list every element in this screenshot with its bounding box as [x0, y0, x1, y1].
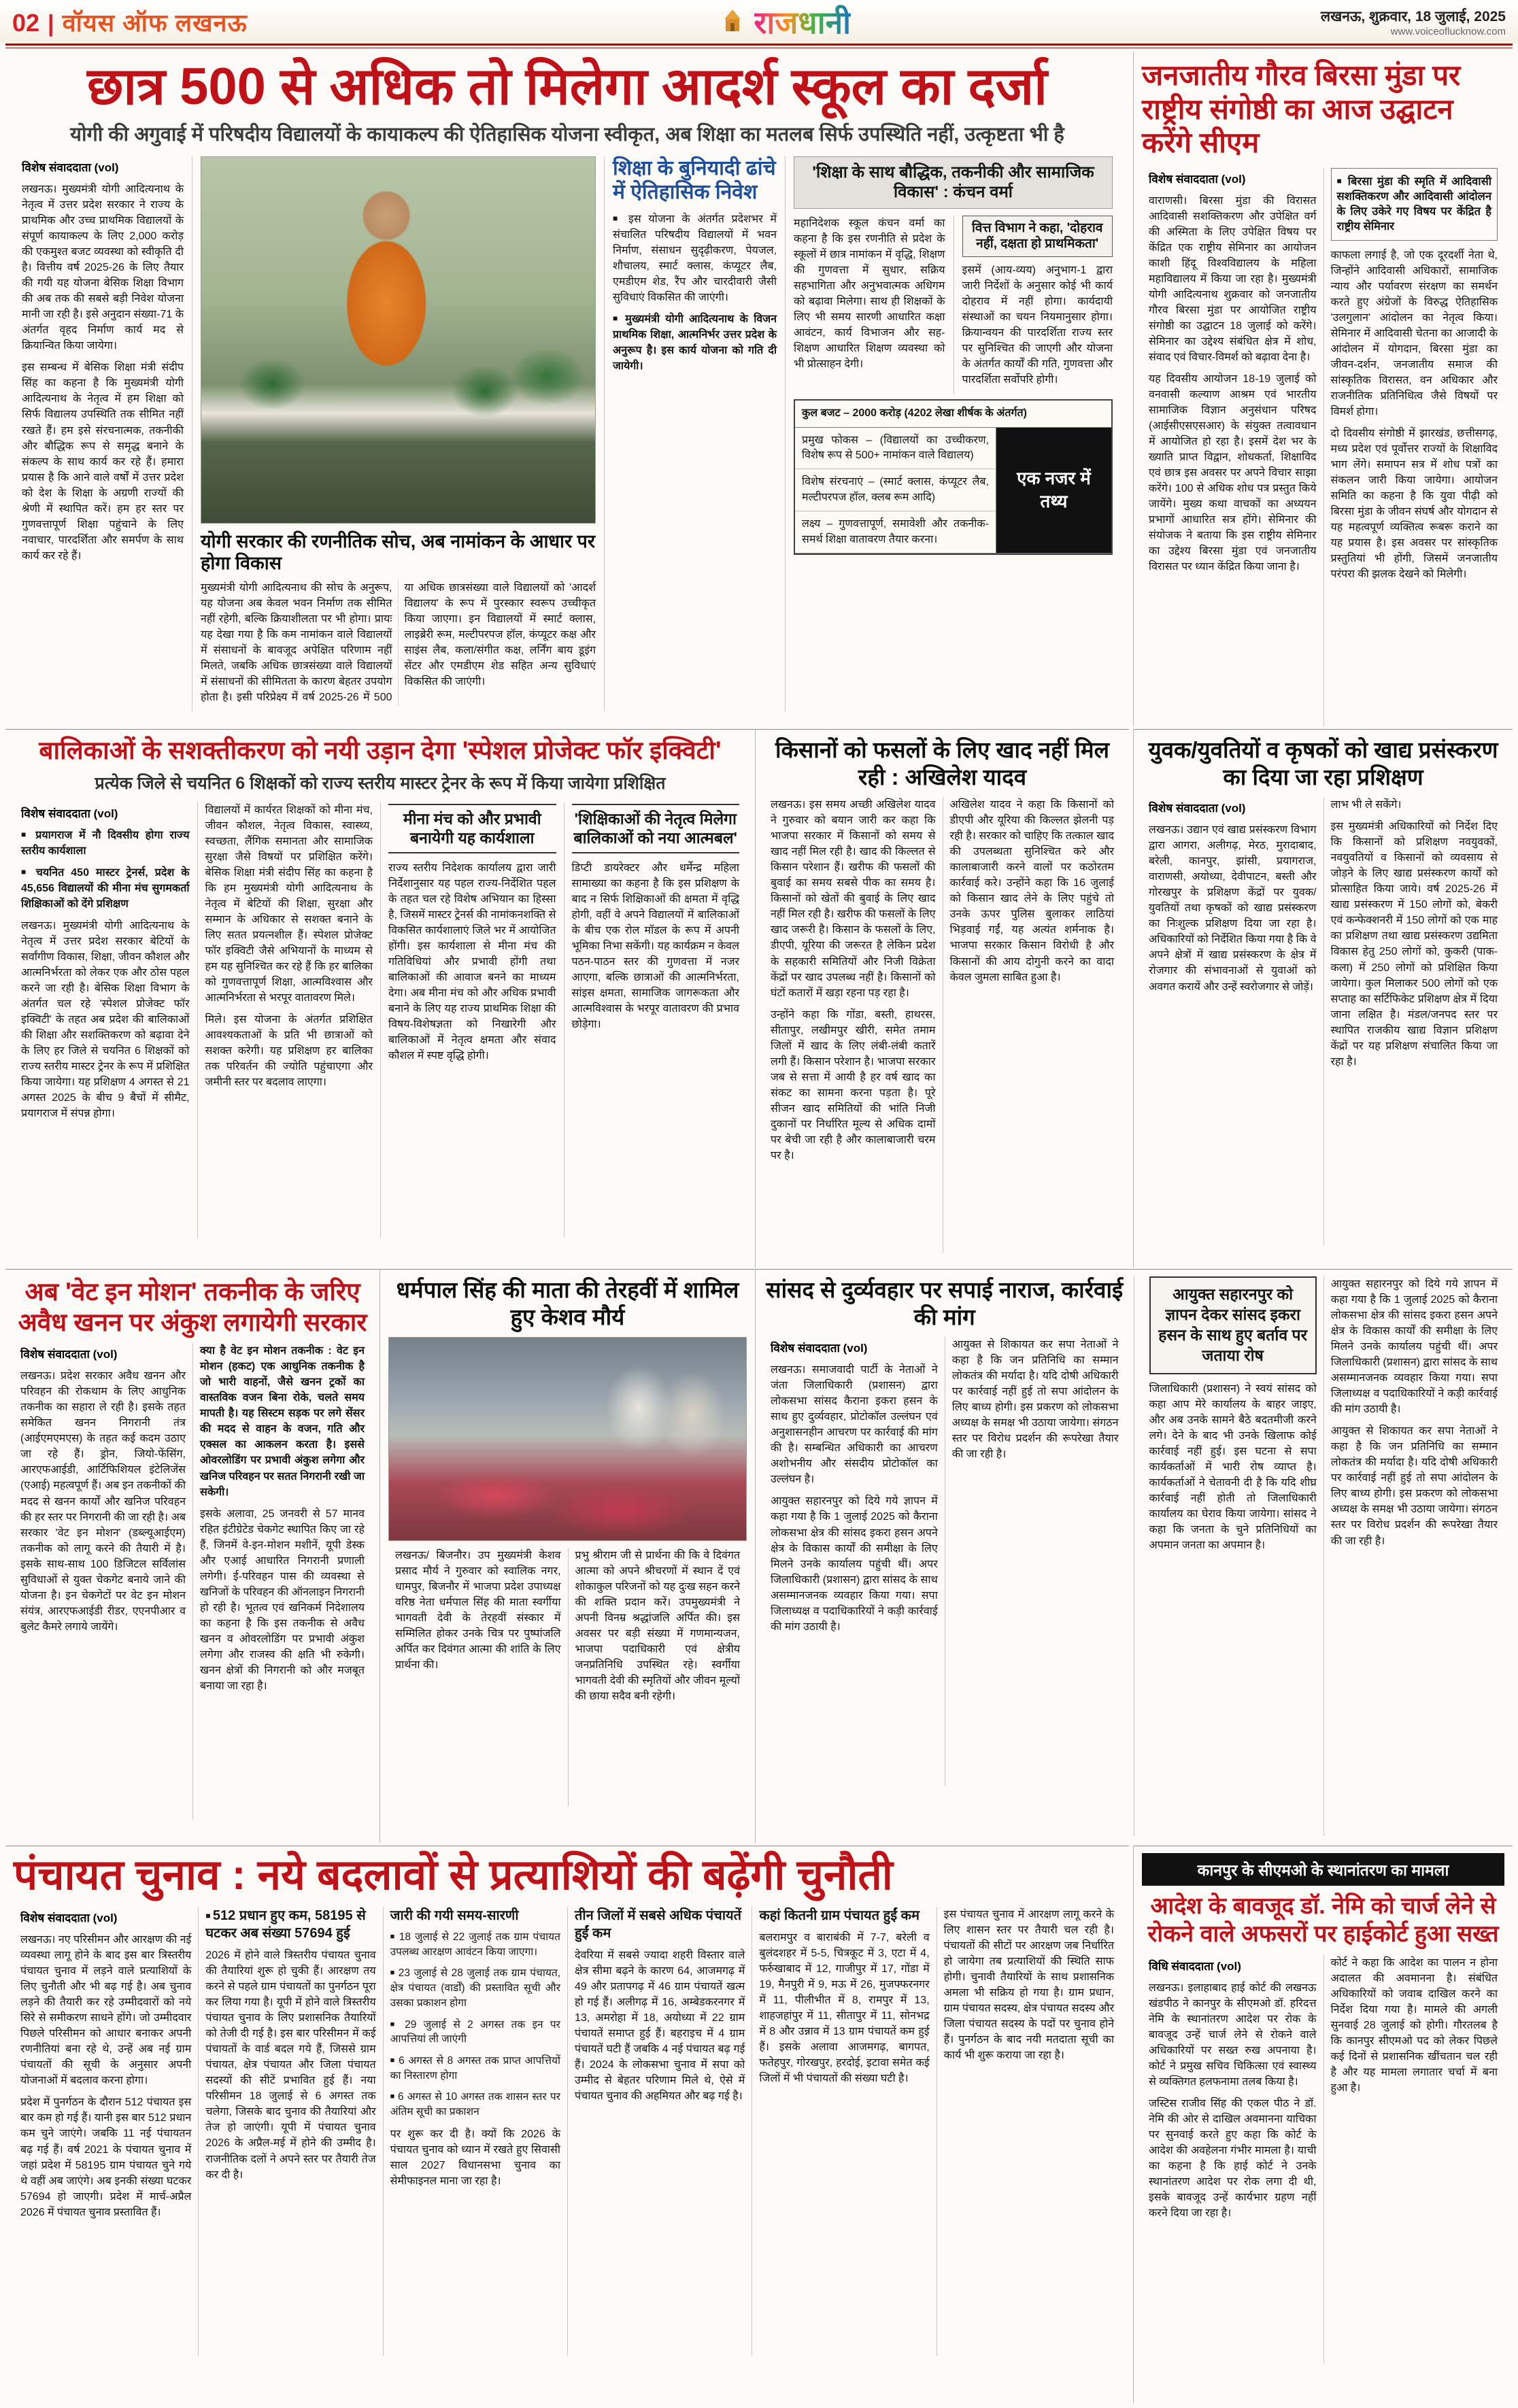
fertilizer-headline: किसानों को फसलों के लिए खाद नहीं मिल रही : अखिलेश यादव [775, 737, 1109, 790]
panchayat-col-6 [937, 1907, 1121, 2356]
panchayat-columns [14, 1907, 1121, 2356]
article-food-processing [1133, 729, 1513, 1268]
court-headline: आदेश के बावजूद डॉ. नेमि को चार्ज लेने से रोकने वाले अफसरों पर हाईकोर्ट हुआ सख्त [1147, 1893, 1499, 1947]
body-paragraph: राज्य स्तरीय निदेशक कार्यालय द्वारा जारी निर्देशानुसार यह पहल राज्य-निर्देशित पहल के तहत चल रहे विशेष अभियान का हिस्सा है, जिसमें मास्टर ट्रेनर्स की नामांकनशक्ति से विकसित कार्यशालाएं जिले भर में आयोजित होंगी। इस कार्यशाला से मीना मंच की गतिविधियां और प्रभावी होंगी तथा बालिकाओं की आवाज बनने का माध्यम देगा। अब मीना मंच को और अधिक प्रभावी बनाने के लिए यह राज्य प्राथमिक शिक्षा की विषय-विशेषज्ञता को निखारेगी और बालिकाओं में नेतृत्व क्षमता और संवाद कौशल में स्पष्ट वृद्धि होगी। [388, 862, 556, 1062]
byline: विशेष संवाददाता (vol) [22, 161, 119, 175]
mp-right-half [1134, 1276, 1505, 1836]
body-paragraph: इस सम्बन्ध में बेसिक शिक्षा मंत्री संदीप सिंह का कहना है कि मुख्यमंत्री योगी आदित्यनाथ के नेतृत्व में हम शिक्षा को सिर्फ विद्यालय उपस्थिति तक सीमित नहीं रखते हैं। हम इसे संरचनात्मक, तकनीकी और बौद्धिक रूप से समृद्ध बनाने के संकल्प के साथ कार्य कर रहे हैं। हमारा प्रयास है कि आने वाले वर्षों में उत्तर प्रदेश को देश के शिक्षा के अग्रणी राज्यों की श्रेणी में स्थापित करें। हम हर स्तर पर गुणवत्तापूर्ण शिक्षा पहुंचाने के लिए नवाचार, पारदर्शिता और समर्पण के साथ कार्य कर रहे हैं। [22, 362, 184, 562]
body-paragraph: इसमें (आय-व्यय) अनुभाग-1 द्वारा जारी निर्देशों के अनुसार कोई भी कार्य दोहराव में नहीं होगा। कार्यदायी संस्थाओं का चयन नियमानुसार होगा। क्रियान्वयन की पारदर्शिता राज्य स्तर पर सुनिश्चित की जाएगी और योजना के अंतर्गत कार्यों की गति, गुणवत्ता और पारदर्शिता सर्वोपरि होगी। [962, 265, 1113, 386]
body-paragraph: लखनऊ/ बिजनौर। उप मुख्यमंत्री केशव प्रसाद मौर्य ने गुरुवार को स्वालिक नगर, धामपुर, बिजनौर में भाजपा प्रदेश उपाध्यक्ष वरिष्ठ नेता धर्मपाल सिंह की माता स्वर्गीया भागवती देवी के तेरहवीं संस्कार में सम्मिलित होकर उनके चित्र पर पुष्पांजलि अर्पित कर दिवंगत आत्मा की शांति के लिए प्रार्थना की। [395, 1550, 561, 1672]
section-heading-meena: मीना मंच को और प्रभावी बनायेगी यह कार्यशाला [388, 804, 556, 854]
kanchan-column [794, 216, 954, 394]
website-link[interactable]: www.voiceoflucknow.com [1390, 25, 1506, 37]
body-paragraph: पर शुरू कर दी है। क्यों कि 2026 के पंचायत चुनाव को ध्यान में रखते हुए सिवासी साल 2027 विधानसभा चुनाव का सेमीफाइनल माना जा रहा है। [390, 2128, 560, 2187]
header-rule [5, 44, 1513, 48]
body-paragraph: लखनऊ। इलाहाबाद हाई कोर्ट की लखनऊ खंडपीठ ने कानपुर के सीएमओ डॉ. हरिदत्त नेमि के स्थानांतरण आदेश पर रोक के बावजूद उन्हें चार्ज लेने से रोकने वाले अधिकारियों पर सख्त रुख अपनाया है। कोर्ट ने प्रमुख सचिव चिकित्सा एवं स्वास्थ्य से व्यक्तिगत हलफनामा तलब किया है। [1149, 1982, 1317, 2088]
terahvi-col-2 [568, 1548, 747, 1806]
sub-heading-512: ■ 512 प्रधान हुए कम, 58195 से घटकर अब संख्या 57694 हुई [205, 1907, 375, 1942]
court-col-2 [1323, 1955, 1505, 2363]
body-paragraph: उन्होंने कहा कि गोंडा, बस्ती, हाथरस, सीतापुर, लखीमपुर खीरी, समेत तमाम जिलों में खाद के लिए लंबी-लंबी कतारें लगी हैं। किसान परेशान है। भाजपा सरकार जब से सत्ता में आयी है हर वर्ष खाद का संकट का सामना करना पड़ता है। पूरे सीजन खाद समितियों की भांति निजी दुकानों पर निर्धारित मूल्य से अधिक दामों पर बेची जा रही है और कालाबाजारी चरम पर है। [771, 1008, 936, 1161]
article-birsa-munda [1133, 52, 1513, 726]
terahvi-col-1 [388, 1548, 568, 1806]
body-paragraph: लखनऊ। नए परिसीमन और आरक्षण की नई व्यवस्था लागू होने के बाद इस बार त्रिस्तरीय पंचायत चुनाव में लड़ने वाले प्रत्याशियों के लिए चुनौती और भी बढ़ गई है। अब चुनाव लड़ने की तैयारी कर रहे उम्मीदवारों को नये सिरे से समीकरण साधने होंगे। जो उम्मीदवार पिछले परिसीमन को आधार बनाकर अपनी रणनीतियां बना रहे थे, उन्हें अब नई ग्राम पंचायतों की सूची के अनुसार अपनी योजनाओं में बदलाव करना होगा। [20, 1934, 192, 2087]
byline: विशेष संवाददाता (vol) [1149, 172, 1246, 186]
mining-col-2 [192, 1343, 371, 1819]
body-paragraph: लखनऊ। इस समय अच्छी अखिलेश यादव ने गुरुवार को बयान जारी कर कहा कि भाजपा सरकार में किसानों को समय से खाद नहीं मिल रही है। खाद की किल्लत से किसान परेशान हैं। खरीफ की फसलों की बुवाई का समय सबसे पीक का समय है। किसानों को खेतों की बुवाई के लिए खाद नहीं मिल रही है। खरीफ की फसलों के लिए खाद जरूरी है। किसान के फसलों के लिए, डीएपी, यूरिया की जरूरत है लेकिन प्रदेश के सहकारी समितियों और निजी विक्रेता केंद्रों पर खाद उपलब्ध नहीं है। किसानों को घंटों कतारों में खड़ा रहना पड़ रहा है। [771, 799, 936, 999]
page-number: 02 [12, 8, 40, 37]
bullet-paragraph: ■ चयनित 450 मास्टर ट्रेनर्स, प्रदेश के 45,656 विद्यालयों की मीना मंच सुगमकर्ता शिक्षिकाओं को देंगे प्रशिक्षण [21, 865, 190, 912]
mp-col-3 [1143, 1276, 1323, 1836]
court-columns [1142, 1955, 1504, 2363]
explainer-paragraph: क्या है वेट इन मोशन तकनीक : वेट इन मोशन (हकट) एक आधुनिक तकनीक है जो भारी वाहनों, जैसे खनन ट्रकों का वास्तविक वजन बिना रोके, चलते समय मापती है। यह सिस्टम सड़क पर लगे सेंसर की मदद से वाहन के वजन, गति और एक्सल का आकलन करता है। इससे ओवरलोडिंग पर प्रभावी अंकुश लगेगा और खनिज परिवहन पर सतत निगरानी रखी जा सकेगी। [200, 1345, 365, 1498]
article-fertilizer [755, 729, 1129, 1268]
court-col-1 [1142, 1955, 1323, 2363]
body-paragraph: इसके अलावा, 25 जनवरी से 57 मानव रहित इंटीग्रेटेड चेकगेट स्थापित किए जा रहे हैं, जिनमें वे-इन-मोशन मशीनें, यूपी डेस्क और एआई आधारित निगरानी प्रणाली लगेगी। ई-परिवहन पास की व्यवस्था से खनिजों के परिवहन की ऑनलाइन निगरानी हो रही है। भूतत्व एवं खनिकर्म निदेशालय का कहना है कि इस तकनीक से अवैध खनन व ओवरलोडिंग पर प्रभावी अंकुश लगेगा और राजस्व की क्षति भी रुकेगी। खनन क्षेत्रों की निगरानी को और मजबूत बनाया जा रहा है। [200, 1508, 365, 1692]
bullet-paragraph: ■ इस योजना के अंतर्गत प्रदेशभर में संचालित परिषदीय विद्यालयों में भवन निर्माण, संसाधन सुदृढ़ीकरण, पेयजल, शौचालय, स्मार्ट क्लास, कंप्यूटर लैब, एमडीएम शेड, रैंप और चारदीवारी जैसी सुविधाएं विकसित की जाएंगी। [613, 211, 777, 305]
byline: विशेष संवाददाता (vol) [20, 1348, 118, 1361]
masthead-title: वॉयस ऑफ लखनऊ [62, 8, 248, 37]
infra-column [604, 156, 785, 711]
body-paragraph: इस मुख्यमंत्री अधिकारियों को निर्देश दिए कि किसानों को प्रशिक्षण नवयुवकों, नवयुवतियों व किसानों को व्यवसाय से जोड़ने के लिए खाद्य प्रसंस्करण कार्यों को प्रोत्साहित किया जाये। वर्ष 2025-26 में खाद्य प्रसंस्करण में 150 लोगों को, बेकरी एवं कन्फेक्शनरी में 150 लोगों को एक माह का प्रशिक्षण तथा खाद्य प्रसंस्करण उद्यमिता विकास हेतु 250 लोगों को, कुकरी (पाक-कला) में 250 लोगों को प्रशिक्षित किया जायेगा। कुल मिलाकर 500 लोगों को एक सप्ताह का सर्टिफिकेट प्रशिक्षण क्षेत्र में दिया जाना लक्षित है। मंडल/जनपद स्तर पर स्थापित राजकीय खाद्य विज्ञान प्रशिक्षण केंद्रों पर यह प्रशिक्षण संचालित किया जा रहा है। [1330, 821, 1498, 1068]
body-paragraph: प्रभु श्रीराम जी से प्रार्थना की कि वे दिवंगत आत्मा को अपने श्रीचरणों में स्थान दें एवं शोकाकुल परिजनों को यह दुःख सहन करने की शक्ति प्रदान करें। उपमुख्यमंत्री ने अपनी विनम्र श्रद्धांजलि अर्पित की। इस अवसर पर बड़ी संख्या में गणमान्यजन, भाजपा पदाधिकारी एवं क्षेत्रीय जनप्रतिनिधि उपस्थित रहे। स्वर्गीया भागवती देवी की स्मृतियों और जीवन मूल्यों की छाया सदैव बनी रहेगी। [575, 1550, 740, 1703]
section-heading-infra: शिक्षा के बुनियादी ढांचे में ऐतिहासिक निवेश [613, 157, 776, 204]
food-col-2 [1323, 797, 1505, 1246]
article-high-court [1133, 1846, 1513, 2403]
panchayat-col-1 [14, 1907, 198, 2356]
equity-col-1 [14, 802, 197, 1238]
fact-item: कुल बजट – 2000 करोड़ (4202 लेखा शीर्षक के अंतर्गत) [795, 401, 1111, 427]
mining-headline: अब 'वेट इन मोशन' तकनीक के जरिए अवैध खनन पर अंकुश लगायेगी सरकार [18, 1278, 367, 1337]
panchayat-col-2 [198, 1907, 382, 2356]
body-paragraph: प्रदेश में पुनर्गठन के दौरान 512 पंचायत इस बार कम हो गई हैं। यानी इस बार 512 प्रधान कम चुने जाएंगे। जबकि 11 नई पंचायतन बढ़ गई हैं। वर्ष 2021 के पंचायत चुनाव में जहां प्रदेश में 58195 ग्राम पंचायत चुने गये थे वहीं अब जाएंगे। अब इनकी संख्या घटकर 57694 हो जाएगी। प्रदेश में मार्च-अप्रैल 2026 में पंचायत चुनाव प्रस्तावित हैं। [20, 2097, 192, 2218]
panchayat-col-3 [383, 1907, 567, 2356]
photo-subheadline: योगी सरकार की रणनीतिक सोच, अब नामांकन के आधार पर होगा विकास [201, 531, 595, 574]
body-paragraph: लखनऊ। उद्यान एवं खाद्य प्रसंस्करण विभाग द्वारा आगरा, अलीगढ़, मेरठ, मुरादाबाद, बरेली, कानपुर, झांसी, प्रयागराज, वाराणसी, अयोध्या, देवीपाटन, बस्ती और गोरखपुर के प्रशिक्षण केंद्रों पर युवक/युवतियों तथा कृषकों को खाद्य प्रसंस्करण का निःशुल्क प्रशिक्षण दिया जा रहा है। अधिकारियों को निर्देशित किया गया है कि वे अपने क्षेत्रों में खाद्य प्रसंस्करण के क्षेत्र में रोजगार की संभावनाओं से युवाओं को अवगत करायें और उन्हें स्वरोजगार से जोड़ें। [1149, 824, 1317, 993]
body-paragraph: जस्टिस राजीव सिंह की एकल पीठ ने डॉ. नेमि की ओर से दाखिल अवमानना याचिका पर सुनवाई करते हुए कहा कि कोर्ट के आदेश की अवहेलना गंभीर मामला है। याची का कहना है कि हाई कोर्ट ने उनके स्थानांतरण आदेश पर रोक लगा दी थी, इसके बावजूद उन्हें कार्यभार ग्रहण नहीं करने दिया जा रहा है। [1149, 2097, 1317, 2220]
body-paragraph: यह दिवसीय आयोजन 18-19 जुलाई को वनवासी कल्याण आश्रम एवं भारतीय सामाजिक विज्ञान अनुसंधान परिषद (आईसीएसएसआर) के संयुक्त तत्वावधान में आयोजित हो रहा है। इसमें देश भर के ख्याति प्राप्त विद्वान, शोधकर्ता, शिक्षाविद एवं छात्र इस अवसर पर अपने विचार साझा करेंगे। 100 से अधिक शोध पत्र प्रस्तुत किये जायेंगे। मुख्य कथा वाचकों का अध्ययन प्रभागों आधारित सत्र होंगे। सेमिनार की संयोजक ने बताया कि इस राष्ट्रीय सेमिनार का उद्देश्य बिरसा मुंडा एवं जनजातीय विरासत पर ध्यान केंद्रित किया जाना है। [1149, 373, 1317, 573]
body-paragraph: कोर्ट ने कहा कि आदेश का पालन न होना अदालत की अवमानना है। संबंधित अधिकारियों को जवाब दाखिल करने का निर्देश दिया गया है। मामले की अगली सुनवाई 28 जुलाई को होगी। गौरतलब है कि कानपुर सीएमओ पद को लेकर पिछले कई दिनों से प्रशासनिक खींचतान चल रही है और यह मामला लगातार चर्चा में बना हुआ है। [1330, 1956, 1498, 2094]
body-paragraph: लाभ भी ले सकेंगे। [1330, 799, 1402, 811]
birsa-headline: जनजातीय गौरव बिरसा मुंडा पर राष्ट्रीय संगोष्ठी का आज उद्घाटन करेंगे सीएम [1142, 59, 1461, 159]
fact-box [794, 399, 1113, 555]
masthead-brand [12, 5, 248, 39]
temple-ornament-icon [718, 8, 747, 35]
body-paragraph: दो दिवसीय संगोष्ठी में झारखंड, छत्तीसगढ़, मध्य प्रदेश एवं पूर्वोत्तर राज्यों के शिक्षाविद भाग लेंगे। समापन सत्र में शोध पत्रों का संकलन जारी किया जायेगा। आयोजन समिति का कहना है कि युवा पीढ़ी को बिरसा मुंडा के जीवन संघर्ष और योगदान से यह महत्वपूर्ण व्यक्तित्व रूबरू कराने का यह प्रयास है। इस अवसर पर सांस्कृतिक प्रस्तुतियां भी होंगी, जिसमें जनजातीय परंपरा की झलक देखने को मिलेगी। [1330, 428, 1498, 581]
body-paragraph: 2026 में होने वाले त्रिस्तरीय पंचायत चुनाव की तैयारियां शुरू हो चुकी हैं। आरक्षण तय करने से पहले ग्राम पंचायतों का पुनर्गठन पूरा कर लिया गया है। यूपी में होने वाले त्रिस्तरीय पंचायत चुनाव के लिए प्रशासनिक तैयारियों को तेजी दी गई है। इस बार परिसीमन में कई पंचायतों के वार्ड बदल गये हैं, जिससे ग्राम पंचायत, क्षेत्र पंचायत और जिला पंचायत सदस्यों की सीटें प्रभावित हुई हैं। नया परिसीमन 18 जुलाई से 6 अगस्त तक चलेगा, जिसके बाद चुनाव की तैयारियां और तेज हो जाएंगी। यूपी में पंचायत चुनाव 2026 के अप्रैल-मई में होने की उम्मीद है। राजनीतिक दलों ने अपने स्तर पर तैयारी तेज कर दी है। [205, 1950, 376, 2181]
sub-heading-where-reduced: कहां कितनी ग्राम पंचायत हुईं कम [759, 1908, 920, 1924]
mining-columns [14, 1343, 371, 1819]
fertilizer-col-1 [764, 797, 943, 1253]
dateline: लखनऊ, शुक्रवार, 18 जुलाई, 2025 [1320, 8, 1506, 24]
byline: विशेष संवाददाता (vol) [1149, 802, 1246, 815]
terahvi-photo [388, 1337, 747, 1541]
main-right-wrap [785, 156, 1121, 711]
body-paragraph: मुख्यमंत्री योगी आदित्यनाथ की सोच के अनुरूप, यह योजना अब केवल भवन निर्माण तक सीमित नहीं रहेगी, बल्कि क्रियाशीलता पर भी होगा। प्रायः यह देखा गया है कि कम नामांकन वाले विद्यालयों में संसाधनों के बावजूद अपेक्षित परिणाम नहीं मिलते, जबकि अधिक छात्रसंख्या वाले विद्यालयों में संसाधनों की सीमितता के कारण बेहतर उपयोग होता है। इसी परिप्रेक्ष्य में वर्ष 2025-26 में 500 या अधिक छात्रसंख्या वाले विद्यालयों को 'आदर्श विद्यालय' के रूप में पुरस्कार स्वरूप उच्चीकृत किया जाएगा। इन विद्यालयों में स्मार्ट क्लास, लाइब्रेरी रूम, मल्टीपरपज हॉल, कंप्यूटर कक्ष और साइंस लैब, कला/संगीत कक्ष, लर्निंग बाय डूइंग सेंटर और एमडीएम शेड सहित अन्य सुविधाएं विकसित की जाएंगी। [201, 581, 596, 704]
right-two-columns [794, 216, 1113, 394]
schedule-item: ■ 23 जुलाई से 28 जुलाई तक ग्राम पंचायत, क्षेत्र पंचायत (वार्डों) की प्रस्तावित सूची और उसका प्रकाशन होगा [390, 1966, 560, 2010]
body-paragraph: इस पंचायत चुनाव में आरक्षण लागू करने के लिए शासन स्तर पर तैयारी चल रही है। पंचायतों की सीटों पर आरक्षण जब निर्धारित हो जायेगा तब प्रत्याशियों की स्थिति साफ होगी। चुनावी तैयारियों के साथ प्रशासनिक अमला भी सक्रिय हो गया है। ग्राम प्रधान, ग्राम पंचायत सदस्य, क्षेत्र पंचायत सदस्य और जिला पंचायत सदस्य के पदों पर चुनाव होने हैं। पुनर्गठन के बाद नयी मतदाता सूची का कार्य भी शुरू कराया जा रहा है। [943, 1909, 1114, 2062]
edition-logo-text: राजधानी [754, 1, 851, 43]
finance-box-heading: वित्त विभाग ने कहा, 'दोहराव नहीं, दक्षता हो प्राथमिकता' [962, 216, 1113, 258]
fact-list [795, 428, 996, 553]
birsa-columns [1142, 168, 1504, 726]
article-mp-misconduct [755, 1269, 1513, 1843]
mp-columns-left [764, 1337, 1126, 1786]
birsa-col-1 [1142, 168, 1323, 726]
dateline-block [1321, 7, 1506, 37]
mp-col-1 [764, 1337, 945, 1786]
mp-col-4 [1323, 1276, 1504, 1836]
mp-left-half [764, 1276, 1134, 1836]
article-equity [5, 729, 755, 1268]
article-panchayat [5, 1846, 1129, 2403]
quote-heading-kanchan: 'शिक्षा के साथ बौद्धिक, तकनीकी और सामाजिक विकास' : कंचन वर्मा [794, 156, 1113, 209]
equity-columns [14, 802, 747, 1238]
equity-col-2 [197, 802, 381, 1238]
birsa-col-2 [1323, 168, 1505, 726]
fact-item: विशेष संरचनाएं – (स्मार्ट क्लास, कंप्यूटर लैब, मल्टीपरपज हॉल, क्लब रूम आदि) [795, 469, 996, 511]
schedule-item: ■ 6 अगस्त से 10 अगस्त तक शासन स्तर पर अंतिम सूची का प्रकाशन [390, 2090, 560, 2119]
equity-col-3 [380, 802, 564, 1238]
main-headline: छात्र 500 से अधिक तो मिलेगा आदर्श स्कूल का दर्जा [87, 58, 1047, 116]
equity-subheadline: प्रत्येक जिले से चयनित 6 शिक्षकों को राज्य स्तरीय मास्टर ट्रेनर के रूप में किया जायेगा प्रशिक्षित [95, 773, 666, 793]
body-paragraph: वाराणसी। बिरसा मुंडा की विरासत आदिवासी सशक्तिकरण और उपेक्षित वर्ग की अस्मिता के लिए उपेक्षित विषय पर केंद्रित एक राष्ट्रीय सेमिनार का आयोजन काशी हिंदू विश्वविद्यालय के महिला महाविद्यालय में किया जा रहा है। मुख्यमंत्री योगी आदित्यनाथ शुक्रवार को जनजातीय गौरव बिरसा मुंडा पर आयोजित राष्ट्रीय संगोष्ठी का उद्घाटन 18 जुलाई को करेंगे। सेमिनार का उद्देश्य संबंधित क्षेत्र में शोध, संवाद एवं विचार-विमर्श को बढ़ावा देना है। [1149, 194, 1317, 363]
fact-item: लक्ष्य – गुणवत्तापूर्ण, समावेशी और तकनीक-समर्थ शिक्षा वातावरण तैयार करना। [802, 518, 989, 545]
equity-col-4 [564, 802, 747, 1238]
panchayat-col-5 [752, 1907, 936, 2356]
schedule-item: ■ 29 जुलाई से 2 अगस्त तक इन पर आपत्तियां ली जाएंगी [390, 2018, 560, 2047]
sub-heading-three-districts: तीन जिलों में सबसे अधिक पंचायतें हुईं कम [575, 1908, 742, 1941]
body-paragraph: लखनऊ। प्रदेश सरकार अवैध खनन और परिवहन की रोकथाम के लिए आधुनिक तकनीक का सहारा ले रही है। इसके तहत समेकित खनन निगरानी तंत्र (आईएमएमएस) के तहत कई कदम उठाए जा रहे हैं। ड्रोन, जियो-फेंसिंग, आरएफआईडी, आर्टिफिशियल इंटेलिजेंस (एआई) महत्वपूर्ण हैं। अब इन तकनीकों की मदद से खनन कार्यों और खनिज परिवहन की हर स्तर पर निगरानी की जा रही है। अब सरकार 'वेट इन मोशन' (डब्ल्यूआईएम) तकनीक को लागू करने की तैयारी में है। इसके साथ-साथ 100 डिजिटल सर्विलांस सुविधाओं से युक्त चेकगेट बनाये जाने की योजना है। इन चेकगेटों पर वेट इन मोशन संयंत्र, आरएफआईडी रीडर, एएनपीआर व बुलेट कैमरे लगाये जायेंगे। [20, 1370, 186, 1633]
highlight-box: ■ बिरसा मुंडा की स्मृति में आदिवासी सशक्तिकरण और आदिवासी आंदोलन के लिए उकेरे गए विषय पर केंद्रित है राष्ट्रीय सेमिनार [1331, 168, 1498, 241]
body-paragraph: बलरामपुर व बाराबंकी में 7-7, बरेली व बुलंदशहर में 5-5, चित्रकूट में 3, एटा में 4, फर्रुखाबाद में 12, गाजीपुर में 17, गोंडा में 19, मैनपुरी में 9, मऊ में 26, मुजफ्फरनगर में 11, पीलीभीत में 8, रामपुर में 13, शाहजहांपुर में 11, सीतापुर में 11, सोनभद्र में 8 और उन्नाव में 13 ग्राम पंचायतें कम हुई हैं। इसके अलावा आजमगढ़, बागपत, फतेहपुर, गोरखपुर, हरदोई, इटावा समेत कई जिलों में भी पंचायतों की संख्या घटी है। [759, 1932, 930, 2085]
school-visit-photo [201, 156, 596, 524]
page-header [0, 0, 1518, 44]
edition-logo [718, 1, 851, 43]
body-paragraph: मिले। इस योजना के अंतर्गत प्रशिक्षित आवश्यकताओं के प्रति भी छात्राओं को सशक्त करेगी। यह प्रशिक्षण हर बालिका तक परिवर्तन की ज्योति पहुंचाएगा और जमीनी स्तर पर बदलाव लाएगा। [205, 1013, 373, 1089]
body-paragraph: जिलाधिकारी (प्रशासन) ने स्वयं सांसद को कहा आप मेरे कार्यालय के बाहर जाइए, और अब उनके सामने बैठे बदतमीजी करने लगे। देने के बाद भी उनके खिलाफ कोई कार्रवाई नहीं हुई। इस घटना से सपा कार्यकर्ताओं में भारी रोष व्याप्त है। कार्यकर्ताओं ने चेतावनी दी है कि यदि शीघ्र कार्रवाई नहीं होती तो जिलाधिकारी कार्यालय का घेराव किया जायेगा। सांसद ने कहा कि जनता के चुने प्रतिनिधियों का अपमान जनता का अपमान है। [1149, 1383, 1317, 1551]
article-mining [5, 1269, 380, 1843]
main-subheadline: योगी की अगुवाई में परिषदीय विद्यालयों के कायाकल्प की ऐतिहासिक योजना स्वीकृत, अब शिक्षा का मतलब सिर्फ उपस्थिति नहीं, उत्कृष्टता भी है [70, 124, 1064, 146]
body-paragraph: काफला लगाई है, जो एक दूरदर्शी नेता थे, जिन्होंने आदिवासी अधिकारों, सामाजिक न्याय और पर्यावरण संरक्षण का समर्थन करते हुए अंग्रेजों के विरुद्ध ऐतिहासिक 'उलगुलान' आंदोलन का नेतृत्व किया। सेमिनार में आदिवासी चेतना का आजादी के आंदोलन में योगदान, बिरसा मुंडा का जीवन-दर्शन, जनजातीय समाज की सांस्कृतिक विरासत, वन अधिकार और राजनीतिक प्रतिनिधित्व जैसे विषयों पर विमर्श होगा। [1330, 249, 1498, 418]
schedule-item: ■ 18 जुलाई से 22 जुलाई तक ग्राम पंचायत उपलब्ध आरक्षण आवंटन किया जाएगा। [390, 1930, 560, 1959]
fertilizer-columns [764, 797, 1121, 1253]
body-paragraph: डिप्टी डायरेक्टर और धर्मेन्द्र महिला सामाख्या का कहना है कि इस प्रशिक्षण के बाद न सिर्फ शिक्षिकाओं की क्षमता में वृद्धि होगी, वहीं वे अपने विद्यालयों में बालिकाओं के बीच एक रोल मॉडल के रूप में अपनी भूमिका निभा सकेंगी। यह कार्यक्रम न केवल पठन-पाठन स्तर की गुणवत्ता में नजर आएगा, बल्कि छात्राओं की आत्मनिर्भरता, सांइस क्षमता, सामाजिक जागरूकता और आत्मविश्वास के भरपूर वातावरण की प्रभाव छोड़ेगा। [571, 862, 739, 1031]
panchayat-headline: पंचायत चुनाव : नये बदलावों से प्रत्याशियों की बढ़ेंगी चुनौती [14, 1852, 893, 1899]
byline: विशेष संवाददाता (vol) [20, 1912, 118, 1925]
finance-column [954, 216, 1113, 394]
terahvi-headline: धर्मपाल सिंह की माता की तेरहवीं में शामिल हुए केशव मौर्य [396, 1277, 739, 1329]
body-paragraph: अखिलेश यादव ने कहा कि किसानों को डीएपी और यूरिया की किल्लत झेलनी पड़ रही है। सरकार को चाहिए कि तत्काल खाद की उपलब्धता सुनिश्चित करे और कालाबाजारी करने वालों पर कठोरतम कार्रवाई करे। उन्होंने कहा कि 16 जुलाई को किसान खाद लेने के लिए पहुंचे तो उनके ऊपर पुलिस बुलाकर लाठियां भिड़वाई गईं, यह अत्यंत शर्मनाक है। भाजपा सरकार किसान विरोधी है और किसानों की आय दोगुनी करने का वादा केवल जुमला साबित हुआ है। [949, 799, 1114, 983]
body-paragraph: विद्यालयों में कार्यरत शिक्षकों को मीना मंच, जीवन कौशल, नेतृत्व विकास, स्वास्थ्य, स्वच्छता, लैंगिक समानता और सामाजिक सुरक्षा जैसे विषयों पर प्रशिक्षित करेंगे। बेसिक शिक्षा मंत्री संदीप सिंह का कहना है कि हम मुख्यमंत्री योगी आदित्यनाथ के नेतृत्व में बेटियों की शिक्षा, सुरक्षा और सम्मान के अधिकार से सशक्त बनाने के लिए सतत प्रयत्नशील हैं। स्पेशल प्रोजेक्ट फॉर इक्विटी जैसे अभियानों के माध्यम से हम यह सुनिश्चित कर रहे हैं कि हर बालिका को गुणवत्तापूर्ण शिक्षा, आत्मविश्वास और आत्मनिर्भरता से भरपूर वातावरण मिले। [205, 804, 373, 1004]
body-paragraph: आयुक्त सहारनपुर को दिये गये ज्ञापन में कहा गया है कि 1 जुलाई 2025 को कैराना लोकसभा क्षेत्र की सांसद इकरा हसन अपने क्षेत्र के विकास कार्यों की समीक्षा के लिए मिलने उनके कार्यालय पहुंची थीं। अपर जिलाधिकारी (प्रशासन) द्वारा सांसद के साथ असम्मानजनक व्यवहार किया गया। सपा जिलाध्यक्ष व पदाधिकारियों ने कड़ी कार्रवाई की मांग उठायी है। [1330, 1278, 1498, 1416]
body-paragraph: देवरिया में सबसे ज्यादा शहरी विस्तार वाले क्षेत्र सीमा बढ़ने के कारण 64, आजमगढ़ में 49 और प्रतापगढ़ में 46 ग्राम पंचायतें खत्म हो गई हैं। अलीगढ़ में 16, अम्बेडकरनगर में 13, अमरोहा में 18, अयोध्या में 22 ग्राम पंचायतें समाप्त हुई हैं। बहराइच में 4 ग्राम पंचायतें घटी हैं जबकि 4 नई पंचायत बढ़ गई हैं। 2024 के लोकसभा चुनाव में सपा को उम्मीद से बेहतर परिणाम मिले थे, ऐसे में पंचायत चुनाव की अहमियत और बढ़ गई है। [575, 1950, 745, 2103]
schedule-item: ■ 6 अगस्त से 8 अगस्त तक प्राप्त आपत्तियों का निस्तारण होगा [390, 2054, 560, 2083]
main-photo-column [192, 156, 604, 711]
article-adarsh-school [5, 52, 1129, 726]
main-left-column [14, 156, 192, 711]
body-paragraph: लखनऊ। समाजवादी पार्टी के नेताओं ने जंता जिलाधिकारी (प्रशासन) द्वारा लोकसभा सांसद कैराना इकरा हसन के साथ हुए दुर्व्यवहार, प्रोटोकॉल उल्लंघन एवं अनुशासनहीन आचरण पर कार्रवाई की मांग की है। सम्बन्धित अधिकारी का आचरण अशोभनीय और संसदीय प्रोटोकॉल का उल्लंघन है। [771, 1364, 938, 1486]
fertilizer-col-2 [943, 797, 1121, 1253]
byline: विधि संवाददाता (vol) [1149, 1959, 1241, 1973]
mp-side-heading: आयुक्त सहारनपुर को ज्ञापन देकर सांसद इकरा हसन के साथ हुए बर्ताव पर जताया रोष [1149, 1276, 1317, 1374]
body-paragraph: लखनऊ। मुख्यमंत्री योगी आदित्यनाथ के नेतृत्व में उत्तर प्रदेश सरकार ने राज्य के प्राथमिक और उच्च प्राथमिक विद्यालयों के संपूर्ण कायाकल्प के लिए 2,000 करोड़ की एकमुश्त बजट व्यवस्था को स्वीकृति दी है। वित्तीय वर्ष 2025-26 के लिए तैयार की गयी यह योजना बेसिक शिक्षा विभाग की अब तक की सबसे बड़ी निवेश योजना मानी जा रही है। इसे अनुदान संख्या-71 के अंतर्गत वृहद निर्माण कार्य मद से क्रियान्वित किया जायेगा। [22, 184, 184, 352]
panchayat-col-4 [567, 1907, 752, 2356]
section-heading-teachers: 'शिक्षिकाओं की नेतृत्व मिलेगा बालिकाओं को नया आत्मबल' [572, 804, 740, 854]
main-article-columns [14, 156, 1121, 704]
byline: विशेष संवाददाता (vol) [21, 807, 118, 820]
mp-headline: सांसद से दुर्व्यवहार पर सपाई नाराज, कार्रवाई की मांग [766, 1277, 1124, 1329]
fact-item: प्रमुख फोकस – (विद्यालयों का उच्चीकरण, विशेष रूप से 500+ नामांकन वाले विद्यालय) [795, 428, 996, 470]
bullet-paragraph: ■ मुख्यमंत्री योगी आदित्यनाथ के विजन प्राथमिक शिक्षा, आत्मनिर्भर उत्तर प्रदेश के अनुरूप है। इस कार्य योजना को गति दी जायेगी। [613, 311, 777, 374]
body-paragraph: आयुक्त सहारनपुर को दिये गये ज्ञापन में कहा गया है कि 1 जुलाई 2025 को कैराना लोकसभा क्षेत्र की सांसद इकरा हसन अपने क्षेत्र के विकास कार्यों की समीक्षा के लिए मिलने उनके कार्यालय पहुंची थीं। अपर जिलाधिकारी (प्रशासन) द्वारा सांसद के साथ असम्मानजनक व्यवहार किया गया। सपा जिलाध्यक्ष व पदाधिकारियों ने कड़ी कार्रवाई की मांग उठायी है। [771, 1495, 938, 1633]
bullet-paragraph: ■ प्रयागराज में नौ दिवसीय होगा राज्य स्तरीय कार्यशाला [21, 828, 190, 859]
food-columns [1142, 797, 1504, 1246]
brand-separator: | [48, 10, 54, 37]
body-paragraph: लखनऊ। मुख्यमंत्री योगी आदित्यनाथ के नेतृत्व में उत्तर प्रदेश सरकार बेटियों के सर्वांगीण विकास, शिक्षा, जीवन कौशल और आत्मनिर्भरता को लेकर एक और ठोस पहल करने जा रही है। बेसिक शिक्षा विभाग के अंतर्गत चल रहे 'स्पेशल प्रोजेक्ट फॉर इक्विटी' के तहत अब प्रदेश की बालिकाओं की शिक्षा और सशक्तिकरण को बढ़ावा देने के लिए हर जिले से चयनित 6 शिक्षकों को राज्य स्तरीय मास्टर ट्रेनर के रूप में प्रशिक्षित किया जायेगा। यह प्रशिक्षण 4 अगस्त से 21 अगस्त 2025 के बीच 9 बैचों में सीमैट, प्रयागराज में संपन्न होगा। [21, 919, 190, 1120]
body-paragraph: महानिदेशक स्कूल कंचन वर्मा का कहना है कि इस रणनीति से प्रदेश के स्कूलों में छात्र नामांकन में वृद्धि, शिक्षण की गुणवत्ता में सुधार, सक्रिय सहभागिता और अनुभवात्मक अधिगम को बढ़ावा मिलेगा। साथ ही शिक्षकों के लिए भी समय सारणी आधारित कक्षा आवंटन, कार्य विभाजन और सह-शिक्षण आधारित शिक्षण व्यवस्था को भी प्रोत्साहन देगी। [794, 217, 945, 370]
body-paragraph: आयुक्त से शिकायत कर सपा नेताओं ने कहा है कि जन प्रतिनिधि का सम्मान लोकतंत्र की मर्यादा है। यदि दोषी अधिकारी पर कार्रवाई नहीं हुई तो सपा आंदोलन के लिए बाध्य होगी। इस प्रकरण को लोकसभा अध्यक्ष के समक्ष भी उठाया जायेगा। संगठन स्तर पर विरोध प्रदर्शन की रूपरेखा तैयार की जा रही है। [1330, 1425, 1498, 1547]
mining-col-1 [14, 1343, 192, 1819]
equity-headline: बालिकाओं के सशक्तीकरण को नयी उड़ान देगा 'स्पेशल प्रोजेक्ट फॉर इक्विटी' [39, 736, 722, 764]
fact-row [795, 428, 1111, 554]
body-paragraph: आयुक्त से शिकायत कर सपा नेताओं ने कहा है कि जन प्रतिनिधि का सम्मान लोकतंत्र की मर्यादा है। यदि दोषी अधिकारी पर कार्रवाई नहीं हुई तो सपा आंदोलन के लिए बाध्य होगी। इस प्रकरण को लोकसभा अध्यक्ष के समक्ष भी उठाया जायेगा। संगठन स्तर पर विरोध प्रदर्शन की रूपरेखा तैयार की जा रही है। [951, 1339, 1119, 1461]
kicker-bar: कानपुर के सीएमओ के स्थानांतरण का मामला [1142, 1853, 1504, 1886]
fact-box-label: एक नजर में तथ्य [996, 428, 1111, 553]
mp-col-2 [945, 1337, 1126, 1786]
mp-columns-right [1143, 1276, 1505, 1836]
food-col-1 [1142, 797, 1323, 1246]
terahvi-columns [388, 1548, 747, 1806]
byline: विशेष संवाददाता (vol) [771, 1342, 868, 1355]
mp-halves [764, 1276, 1504, 1836]
food-headline: युवक/युवतियों व कृषकों को खाद्य प्रसंस्करण का दिया जा रहा प्रशिक्षण [1148, 737, 1498, 790]
article-terahvi [380, 1269, 755, 1843]
sub-heading-schedule: जारी की गयी समय-सारणी [390, 1908, 519, 1924]
